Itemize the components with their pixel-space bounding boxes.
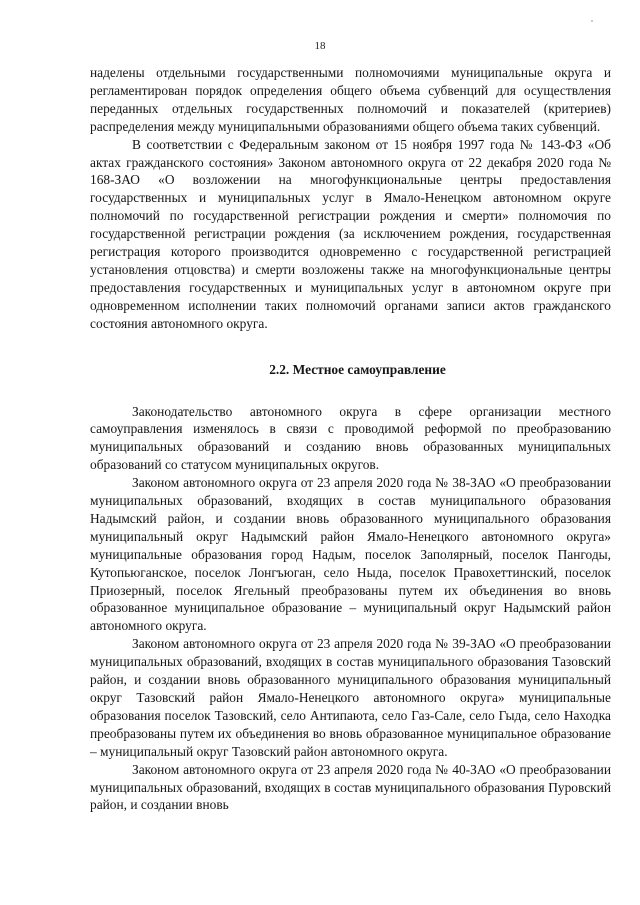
section-heading: 2.2. Местное самоуправление (269, 361, 446, 377)
paragraph-tazovsky-law: Законом автономного округа от 23 апреля 2020 года № 39-ЗАО «О преобразовании муниципальных образований, входящих в состав муниципального образования Тазовский район, и создании вновь образованного муниципального образования муниципальный округ Тазовский район Ямало-Ненецкого автономного округа» муниципальные образования поселок Тазовский, село Антипаюта, село Газ-Сале, село Гыда, село Находка преобразованы путем их объединения во вновь образованное муниципальное образование – муниципальный округ Тазовский район автономного округа. (90, 636, 611, 759)
paragraph-local-government: Законодательство автономного округа в сфере организации местного самоуправления изменялось в связи с проводимой реформой по преобразованию муниципальных образований и созданию вновь образованных муниципальных образований со статусом муниципальных округов. (90, 403, 611, 473)
document-body (90, 64, 611, 814)
scan-mark (591, 20, 593, 22)
paragraph-nadym-law: Законом автономного округа от 23 апреля 2020 года № 38-ЗАО «О преобразовании муниципальных образований, входящих в состав муниципального образования Надымский район, и создании вновь образованного муниципального образования муниципальный округ Надымский район Ямало-Ненецкого автономного округа» муниципальные образования город Надым, поселок Заполярный, поселок Пангоды, Кутопьюганское, поселок Лонгъюган, село Ныда, поселок Правохеттинский, поселок Приозерный, поселок Ягельный преобразованы путем их объединения во вновь образованное муниципальное образование – муниципальный округ Надымский район автономного округа. (90, 475, 611, 634)
paragraph-civil-registration: В соответствии с Федеральным законом от 15 ноября 1997 года № 143-ФЗ «Об актах гражданского состояния» Законом автономного округа от 22 декабря 2020 года № 168-ЗАО «О возложении на многофункциональные центры предоставления государственных и муниципальных услуг в Ямало-Ненецком автономном округе полномочий по государственной регистрации рождения и смерти» полномочия по государственной регистрации рождения (за исключением рождения, государственная регистрация которого производится одновременно с государственной регистрацией установления отцовства) и смерти возложены также на многофункциональные центры предоставления государственных и муниципальных услуг в автономном округе при одновременном исполнении таких полномочий органами записи актов гражданского состояния автономного округа. (90, 136, 611, 331)
page-number: 18 (314, 40, 326, 52)
paragraph-continuation: наделены отдельными государственными полномочиями муниципальные округа и регламентирован порядок определения общего объема субвенций для осуществления переданных отдельных государственных полномочий и показателей (критериев) распределения между муниципальными образованиями общего объема таких субвенций. (90, 65, 611, 134)
paragraph-purovsky-law: Законом автономного округа от 23 апреля 2020 года № 40-ЗАО «О преобразовании муниципальных образований, входящих в состав муниципального образования Пуровский район, и создании вновь (90, 761, 611, 813)
